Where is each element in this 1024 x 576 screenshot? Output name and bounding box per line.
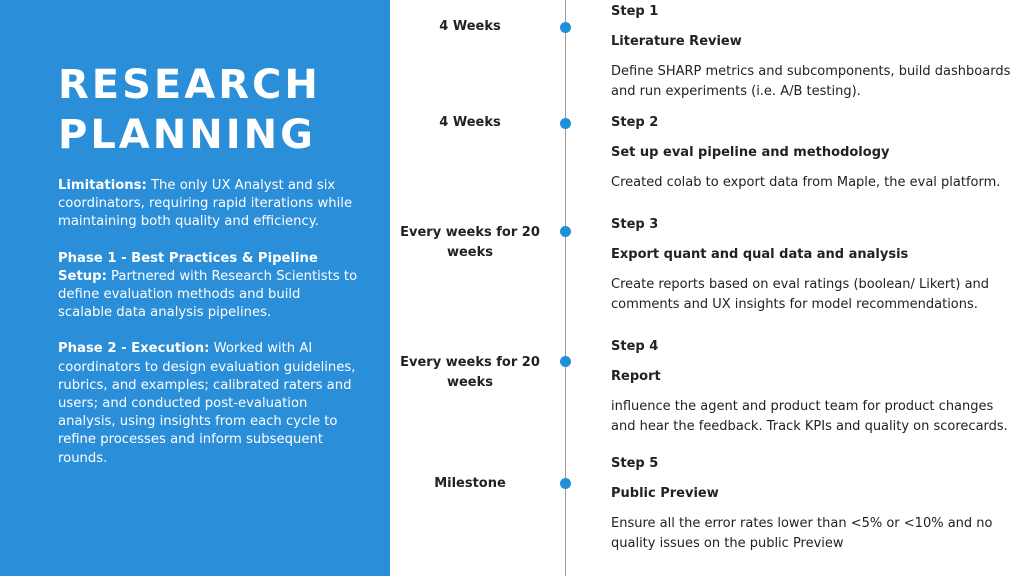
title-line-2: PLANNING xyxy=(58,112,316,158)
timeline-step xyxy=(611,337,1011,437)
paragraph-text: Partnered with Research Scientists to define evaluation methods and build scalable data analysis pipelines. xyxy=(58,268,358,321)
timeline-duration: Every weeks for 20 weeks xyxy=(400,355,540,390)
paragraph-label: Limitations: xyxy=(58,178,147,193)
paragraph-label: Phase 1 - Best Practices & Pipeline Setup: xyxy=(58,250,318,284)
paragraph-text: The only UX Analyst and six coordinators, requiring rapid iterations while maintaining both quality and efficiency. xyxy=(58,178,353,230)
step-number: Step 5 xyxy=(611,456,659,471)
timeline-dot xyxy=(560,22,571,33)
phase2-paragraph xyxy=(58,340,358,467)
step-title: Set up eval pipeline and methodology xyxy=(611,145,890,160)
left-panel xyxy=(0,0,390,576)
paragraph-label: Phase 2 - Execution: xyxy=(58,341,210,357)
timeline-dot xyxy=(560,478,571,489)
step-description: influence the agent and product team for product changes and hear the feedback. Track KPIs and quality on scorecards. xyxy=(611,399,1008,434)
timeline-step xyxy=(611,2,1011,102)
title-line-1: RESEARCH xyxy=(58,62,321,108)
limitations-paragraph xyxy=(58,177,358,232)
step-number: Step 4 xyxy=(611,339,659,354)
step-description: Define SHARP metrics and subcomponents, build dashboards and run experiments (i.e. A/B testing). xyxy=(611,64,1011,99)
step-description: Ensure all the error rates lower than <5% or <10% and no quality issues on the public Preview xyxy=(611,516,993,551)
timeline-dot xyxy=(560,226,571,237)
step-number: Step 1 xyxy=(611,4,659,19)
paragraph-text: Worked with AI coordinators to design evaluation guidelines, rubrics, and examples; calibrated raters and users; and conducted post-evaluation analysis, using insights from each cycle to refine processes and inform subsequent rounds. xyxy=(58,341,356,466)
step-title: Literature Review xyxy=(611,34,742,49)
timeline-dot xyxy=(560,356,571,367)
timeline-step xyxy=(611,454,1011,554)
step-description: Created colab to export data from Maple, the eval platform. xyxy=(611,175,1001,190)
phase1-paragraph xyxy=(58,250,358,323)
page-title xyxy=(58,60,378,160)
timeline-step xyxy=(611,215,1011,315)
timeline-duration: Every weeks for 20 weeks xyxy=(400,225,540,260)
step-title: Public Preview xyxy=(611,486,719,501)
timeline-duration: 4 Weeks xyxy=(439,19,501,34)
timeline-step xyxy=(611,113,1011,193)
step-number: Step 2 xyxy=(611,115,659,130)
intro-text xyxy=(58,177,358,486)
timeline-line xyxy=(565,0,566,576)
step-number: Step 3 xyxy=(611,217,659,232)
timeline-dot xyxy=(560,118,571,129)
step-description: Create reports based on eval ratings (boolean/ Likert) and comments and UX insights for model recommendations. xyxy=(611,277,990,312)
timeline-duration: 4 Weeks xyxy=(439,115,501,130)
step-title: Export quant and qual data and analysis xyxy=(611,247,909,262)
step-title: Report xyxy=(611,369,661,384)
timeline-duration: Milestone xyxy=(434,476,506,491)
